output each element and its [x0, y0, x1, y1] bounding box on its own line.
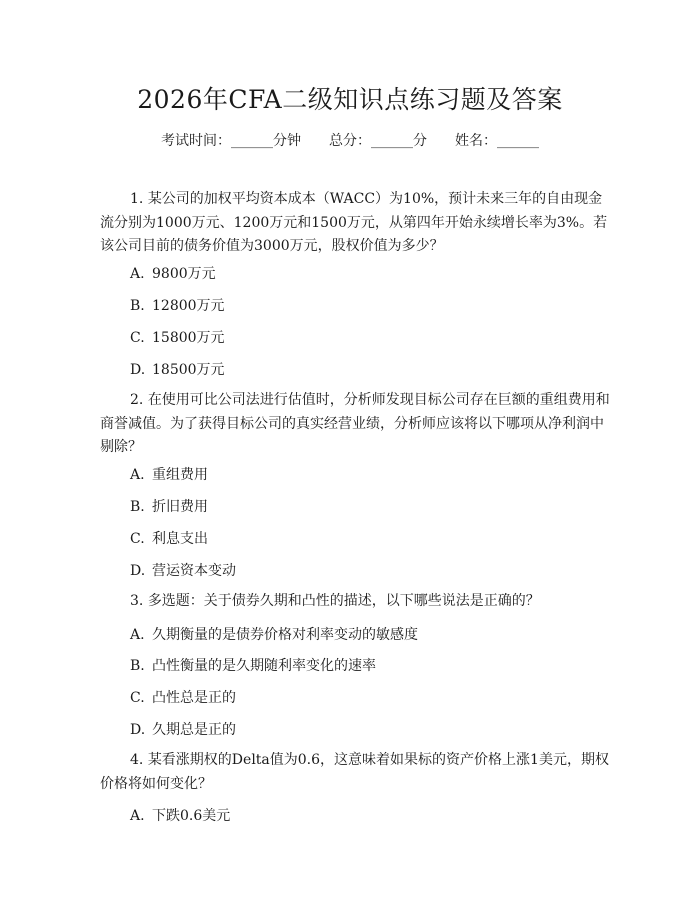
question-text: 某公司的加权平均资本成本（WACC）为10%，预计未来三年的自由现金流分别为1000万元、1200万元和1500万元，从第四年开始永续增长率为3%。若该公司目前的债务价值为3000万元，股权价值为多少？ — [100, 191, 608, 254]
option-text: 凸性衡量的是久期随利率变化的速率 — [152, 658, 376, 674]
question-3-option-a — [130, 625, 610, 645]
option-letter: B. — [130, 658, 145, 674]
question-4-option-a — [130, 806, 610, 826]
option-text: 12800万元 — [152, 298, 225, 314]
question-4 — [100, 749, 610, 796]
option-letter: C. — [130, 690, 145, 706]
question-2-option-d — [130, 561, 610, 581]
question-number: 2. — [130, 392, 144, 408]
option-letter: B. — [130, 499, 145, 515]
option-text: 利息支出 — [152, 531, 208, 547]
option-letter: A. — [130, 808, 145, 824]
total-score-label: 总分：______分 — [329, 133, 427, 149]
question-text: 在使用可比公司法进行估值时，分析师发现目标公司存在巨额的重组费用和商誉减值。为了获得目标公司的真实经营业绩，分析师应该将以下哪项从净利润中剔除？ — [100, 392, 610, 455]
student-name-label: 姓名：______ — [455, 133, 539, 149]
question-number: 1. — [130, 191, 144, 207]
question-1-option-d — [130, 360, 610, 380]
option-letter: C. — [130, 330, 145, 346]
option-letter: A. — [130, 627, 145, 643]
option-letter: B. — [130, 298, 145, 314]
question-3 — [100, 590, 610, 614]
option-text: 15800万元 — [152, 330, 225, 346]
option-letter: D. — [130, 722, 146, 738]
option-letter: D. — [130, 362, 146, 378]
question-number: 4. — [130, 752, 144, 768]
question-1-option-a — [130, 264, 610, 284]
question-2-option-c — [130, 529, 610, 549]
question-2-option-b — [130, 497, 610, 517]
option-text: 折旧费用 — [152, 499, 208, 515]
option-letter: A. — [130, 467, 145, 483]
question-3-option-d — [130, 720, 610, 740]
exam-time-label: 考试时间：______分钟 — [161, 133, 301, 149]
page-title: 2026年CFA二级知识点练习题及答案 — [137, 85, 563, 114]
question-text: 某看涨期权的Delta值为0.6，这意味着如果标的资产价格上涨1美元，期权价格将如何变化？ — [100, 752, 609, 792]
option-text: 久期总是正的 — [152, 722, 236, 738]
option-text: 凸性总是正的 — [152, 690, 236, 706]
option-text: 营运资本变动 — [152, 563, 236, 579]
question-1-option-b — [130, 296, 610, 316]
question-3-option-c — [130, 688, 610, 708]
exam-meta — [0, 130, 700, 150]
question-text: 多选题：关于债券久期和凸性的描述，以下哪些说法是正确的？ — [147, 593, 540, 609]
question-1-option-c — [130, 328, 610, 348]
question-1 — [100, 188, 610, 259]
question-2-option-a — [130, 465, 610, 485]
option-letter: D. — [130, 563, 146, 579]
option-text: 9800万元 — [152, 266, 216, 282]
option-text: 18500万元 — [152, 362, 225, 378]
option-text: 重组费用 — [152, 467, 208, 483]
question-2 — [100, 389, 610, 460]
option-letter: C. — [130, 531, 145, 547]
option-letter: A. — [130, 266, 145, 282]
option-text: 下跌0.6美元 — [152, 808, 231, 824]
question-number: 3. — [130, 593, 144, 609]
option-text: 久期衡量的是债券价格对利率变动的敏感度 — [152, 627, 418, 643]
question-3-option-b — [130, 656, 610, 676]
